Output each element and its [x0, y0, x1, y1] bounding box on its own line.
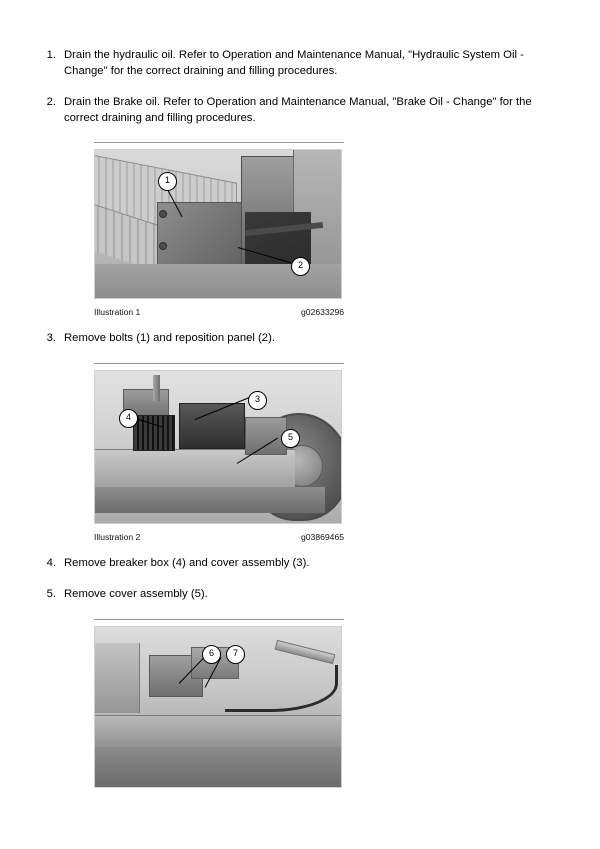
illustration-3-block — [40, 619, 560, 788]
callout-6: 6 — [202, 645, 221, 664]
callout-3: 3 — [248, 391, 267, 410]
bolt-head — [159, 242, 167, 250]
step-text: Drain the hydraulic oil. Refer to Operation and Maintenance Manual, "Hydraulic System Oil - Change" for the correct draining and filling procedures. — [64, 49, 524, 77]
step-text: Remove breaker box (4) and cover assembly (3). — [64, 556, 310, 569]
machine-plate-upper — [95, 715, 341, 750]
figure-divider — [94, 142, 344, 143]
illustration-label: Illustration 1 — [94, 307, 141, 317]
callout-5: 5 — [281, 429, 300, 448]
illustration-reference: g03869465 — [300, 531, 344, 542]
figure-divider — [94, 363, 344, 364]
procedure-step-4 — [40, 556, 560, 572]
illustration-3-image — [94, 626, 342, 788]
callout-1: 1 — [158, 172, 177, 191]
illustration-2-block — [40, 363, 560, 542]
cover-assembly — [179, 403, 245, 449]
figure-divider — [94, 619, 344, 620]
step-text: Remove bolts (1) and reposition panel (2). — [64, 332, 275, 344]
procedure-step-1 — [40, 48, 560, 79]
callout-7: 7 — [226, 645, 245, 664]
step-text: Drain the Brake oil. Refer to Operation and Maintenance Manual, "Brake Oil - Change" for the correct draining and filling procedures. — [64, 96, 532, 124]
illustration-1-image — [94, 149, 342, 299]
step-number: 4. — [46, 556, 56, 569]
machine-lower-frame — [95, 487, 325, 513]
illustration-2-caption — [94, 532, 344, 542]
illustration-1-caption — [94, 307, 344, 317]
step-number: 3. — [46, 332, 56, 344]
callout-4: 4 — [119, 409, 138, 428]
exhaust-pipe — [153, 375, 160, 401]
step-number: 5. — [46, 588, 56, 600]
procedure-step-5 — [40, 587, 560, 603]
machine-plate-lower — [95, 747, 341, 787]
step-number: 2. — [46, 96, 56, 108]
bolt-head — [159, 210, 167, 218]
illustration-2-image — [94, 370, 342, 524]
illustration-reference: g02633296 — [300, 307, 344, 317]
step-number: 1. — [46, 49, 56, 61]
callout-2: 2 — [291, 257, 310, 276]
procedure-step-3 — [40, 331, 560, 347]
procedure-step-2 — [40, 95, 560, 126]
machine-tank — [95, 643, 140, 713]
illustration-label: Illustration 2 — [94, 531, 141, 542]
illustration-1-block — [40, 142, 560, 317]
step-text: Remove cover assembly (5). — [64, 588, 208, 600]
